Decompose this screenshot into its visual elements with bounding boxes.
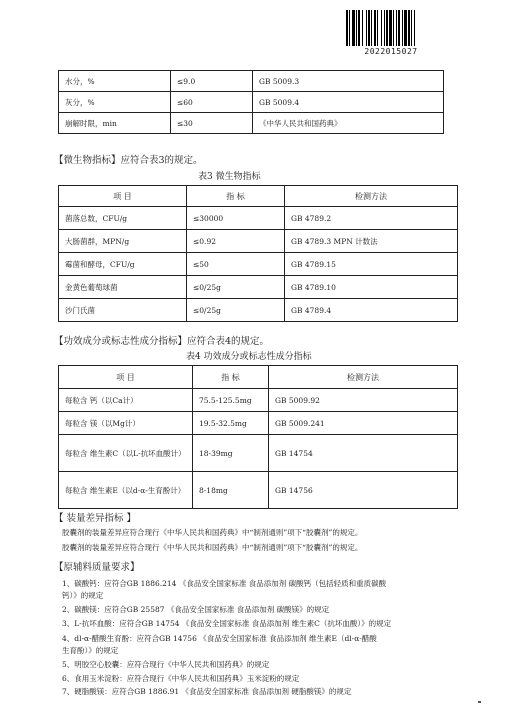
table-header-row bbox=[59, 186, 458, 207]
materials-line: 4、dl-α-醋酸生育酚：应符合GB 14756 《食品安全国家标准 食品添加剂 维生素E（dl-α-醋酸 bbox=[62, 634, 377, 643]
table-cell: 金黄色葡萄球菌 bbox=[59, 276, 187, 299]
table-cell: 沙门氏菌 bbox=[59, 299, 187, 322]
table-row bbox=[59, 71, 444, 92]
materials-heading: 【原辅料质量要求】 bbox=[54, 562, 140, 573]
table3-caption: 表3 微生物指标 bbox=[198, 172, 261, 182]
table-cell: GB 4789.3 MPN 计数法 bbox=[285, 230, 458, 253]
table-cell: GB 4789.15 bbox=[285, 253, 458, 276]
column-header: 项 目 bbox=[59, 186, 187, 207]
table-cell: ≤0/25g bbox=[187, 299, 285, 322]
table-cell: 每粒含 维生素E（以d-α-生育酚计） bbox=[59, 472, 193, 509]
materials-line: 钙）》的规定 bbox=[62, 591, 104, 600]
table-cell: GB 5009.92 bbox=[269, 389, 458, 412]
column-header: 检测方法 bbox=[269, 366, 458, 389]
barcode-number: 2022015027 bbox=[364, 47, 418, 56]
barcode-bars bbox=[346, 10, 436, 46]
table-row bbox=[59, 92, 444, 113]
quality-table-continued bbox=[58, 70, 444, 134]
table-cell: ≤0.92 bbox=[187, 230, 285, 253]
table-cell: GB 4789.4 bbox=[285, 299, 458, 322]
table-cell: ≤60 bbox=[171, 92, 253, 113]
table-row bbox=[59, 299, 458, 322]
table-cell: 灰分，% bbox=[59, 92, 171, 113]
table-cell: GB 14754 bbox=[269, 435, 458, 472]
packaging-line: 胶囊剂的装量差异应符合现行《中华人民共和国药典》中“制剂通则”项下“胶囊剂”的规定。 bbox=[62, 543, 363, 552]
table-row bbox=[59, 389, 458, 412]
materials-line: 6、食用玉米淀粉：应符合现行《中华人民共和国药典》玉米淀粉的规定 bbox=[62, 674, 300, 683]
materials-line: 3、L-抗坏血酸：应符合GB 14754 《食品安全国家标准 食品添加剂 维生素C（抗坏血酸）》的规定 bbox=[62, 619, 392, 628]
table-cell: 每粒含 镁（以Mg计） bbox=[59, 412, 193, 435]
table-row bbox=[59, 207, 458, 230]
table-header-row bbox=[59, 366, 458, 389]
materials-line: 2、碳酸镁：应符合GB 25587 《食品安全国家标准 食品添加剂 碳酸镁》的规定 bbox=[62, 605, 330, 614]
table-cell: ≤9.0 bbox=[171, 71, 253, 92]
table-row bbox=[59, 435, 458, 472]
packaging-heading: 【 装量差异指标 】 bbox=[54, 513, 137, 524]
table-cell: GB 14756 bbox=[269, 472, 458, 509]
column-header: 项 目 bbox=[59, 366, 193, 389]
table-cell: GB 5009.3 bbox=[253, 71, 444, 92]
table-cell: ≤30 bbox=[171, 113, 253, 134]
table-cell: GB 4789.10 bbox=[285, 276, 458, 299]
barcode-gap bbox=[415, 10, 417, 46]
micro-heading: 【微生物指标】应符合表3的规定。 bbox=[54, 155, 203, 166]
table-cell: 大肠菌群，MPN/g bbox=[59, 230, 187, 253]
table-cell: 19.5-32.5mg bbox=[193, 412, 269, 435]
table-row bbox=[59, 412, 458, 435]
micro-table bbox=[58, 185, 458, 322]
table-cell: GB 5009.241 bbox=[269, 412, 458, 435]
page-mark bbox=[478, 701, 481, 703]
table-cell: ≤50 bbox=[187, 253, 285, 276]
table-cell: 75.5-125.5mg bbox=[193, 389, 269, 412]
table-cell: 崩解时限，min bbox=[59, 113, 171, 134]
table-row bbox=[59, 113, 444, 134]
table-row bbox=[59, 276, 458, 299]
table-cell: 水分，% bbox=[59, 71, 171, 92]
table-row bbox=[59, 253, 458, 276]
functional-table bbox=[58, 365, 458, 509]
materials-line: 5、明胶空心胶囊：应符合现行《中华人民共和国药典》的规定 bbox=[62, 660, 270, 669]
table4-caption: 表4 功效成分或标志性成分指标 bbox=[186, 352, 312, 362]
column-header: 指 标 bbox=[187, 186, 285, 207]
table-cell: GB 5009.4 bbox=[253, 92, 444, 113]
materials-line: 1、碳酸钙：应符合GB 1886.214 《食品安全国家标准 食品添加剂 碳酸钙（包括轻质和重质碳酸 bbox=[62, 579, 387, 588]
table-cell: GB 4789.2 bbox=[285, 207, 458, 230]
table-cell: 每粒含 钙（以Ca计） bbox=[59, 389, 193, 412]
materials-line: 生育酚）》的规定 bbox=[62, 646, 119, 655]
table-cell: 18-39mg bbox=[193, 435, 269, 472]
table-cell: ≤30000 bbox=[187, 207, 285, 230]
table-cell: 8-18mg bbox=[193, 472, 269, 509]
table-cell: 霉菌和酵母，CFU/g bbox=[59, 253, 187, 276]
column-header: 指 标 bbox=[193, 366, 269, 389]
table-cell: 菌落总数，CFU/g bbox=[59, 207, 187, 230]
table-row bbox=[59, 472, 458, 509]
materials-line: 7、硬脂酸镁：应符合GB 1886.91 《食品安全国家标准 食品添加剂 硬脂酸镁》的规定 bbox=[62, 687, 352, 696]
column-header: 检测方法 bbox=[285, 186, 458, 207]
table-cell: 《中华人民共和国药典》 bbox=[253, 113, 444, 134]
barcode bbox=[346, 10, 436, 54]
table-row bbox=[59, 230, 458, 253]
packaging-line: 胶囊剂的装量差异应符合现行《中华人民共和国药典》中“制剂通则”项下“胶囊剂”的规定。 bbox=[62, 528, 363, 537]
table-cell: ≤0/25g bbox=[187, 276, 285, 299]
table-cell: 每粒含 维生素C（以L-抗坏血酸计） bbox=[59, 435, 193, 472]
functional-heading: 【功效成分或标志性成分指标】应符合表4的规定。 bbox=[54, 336, 270, 347]
